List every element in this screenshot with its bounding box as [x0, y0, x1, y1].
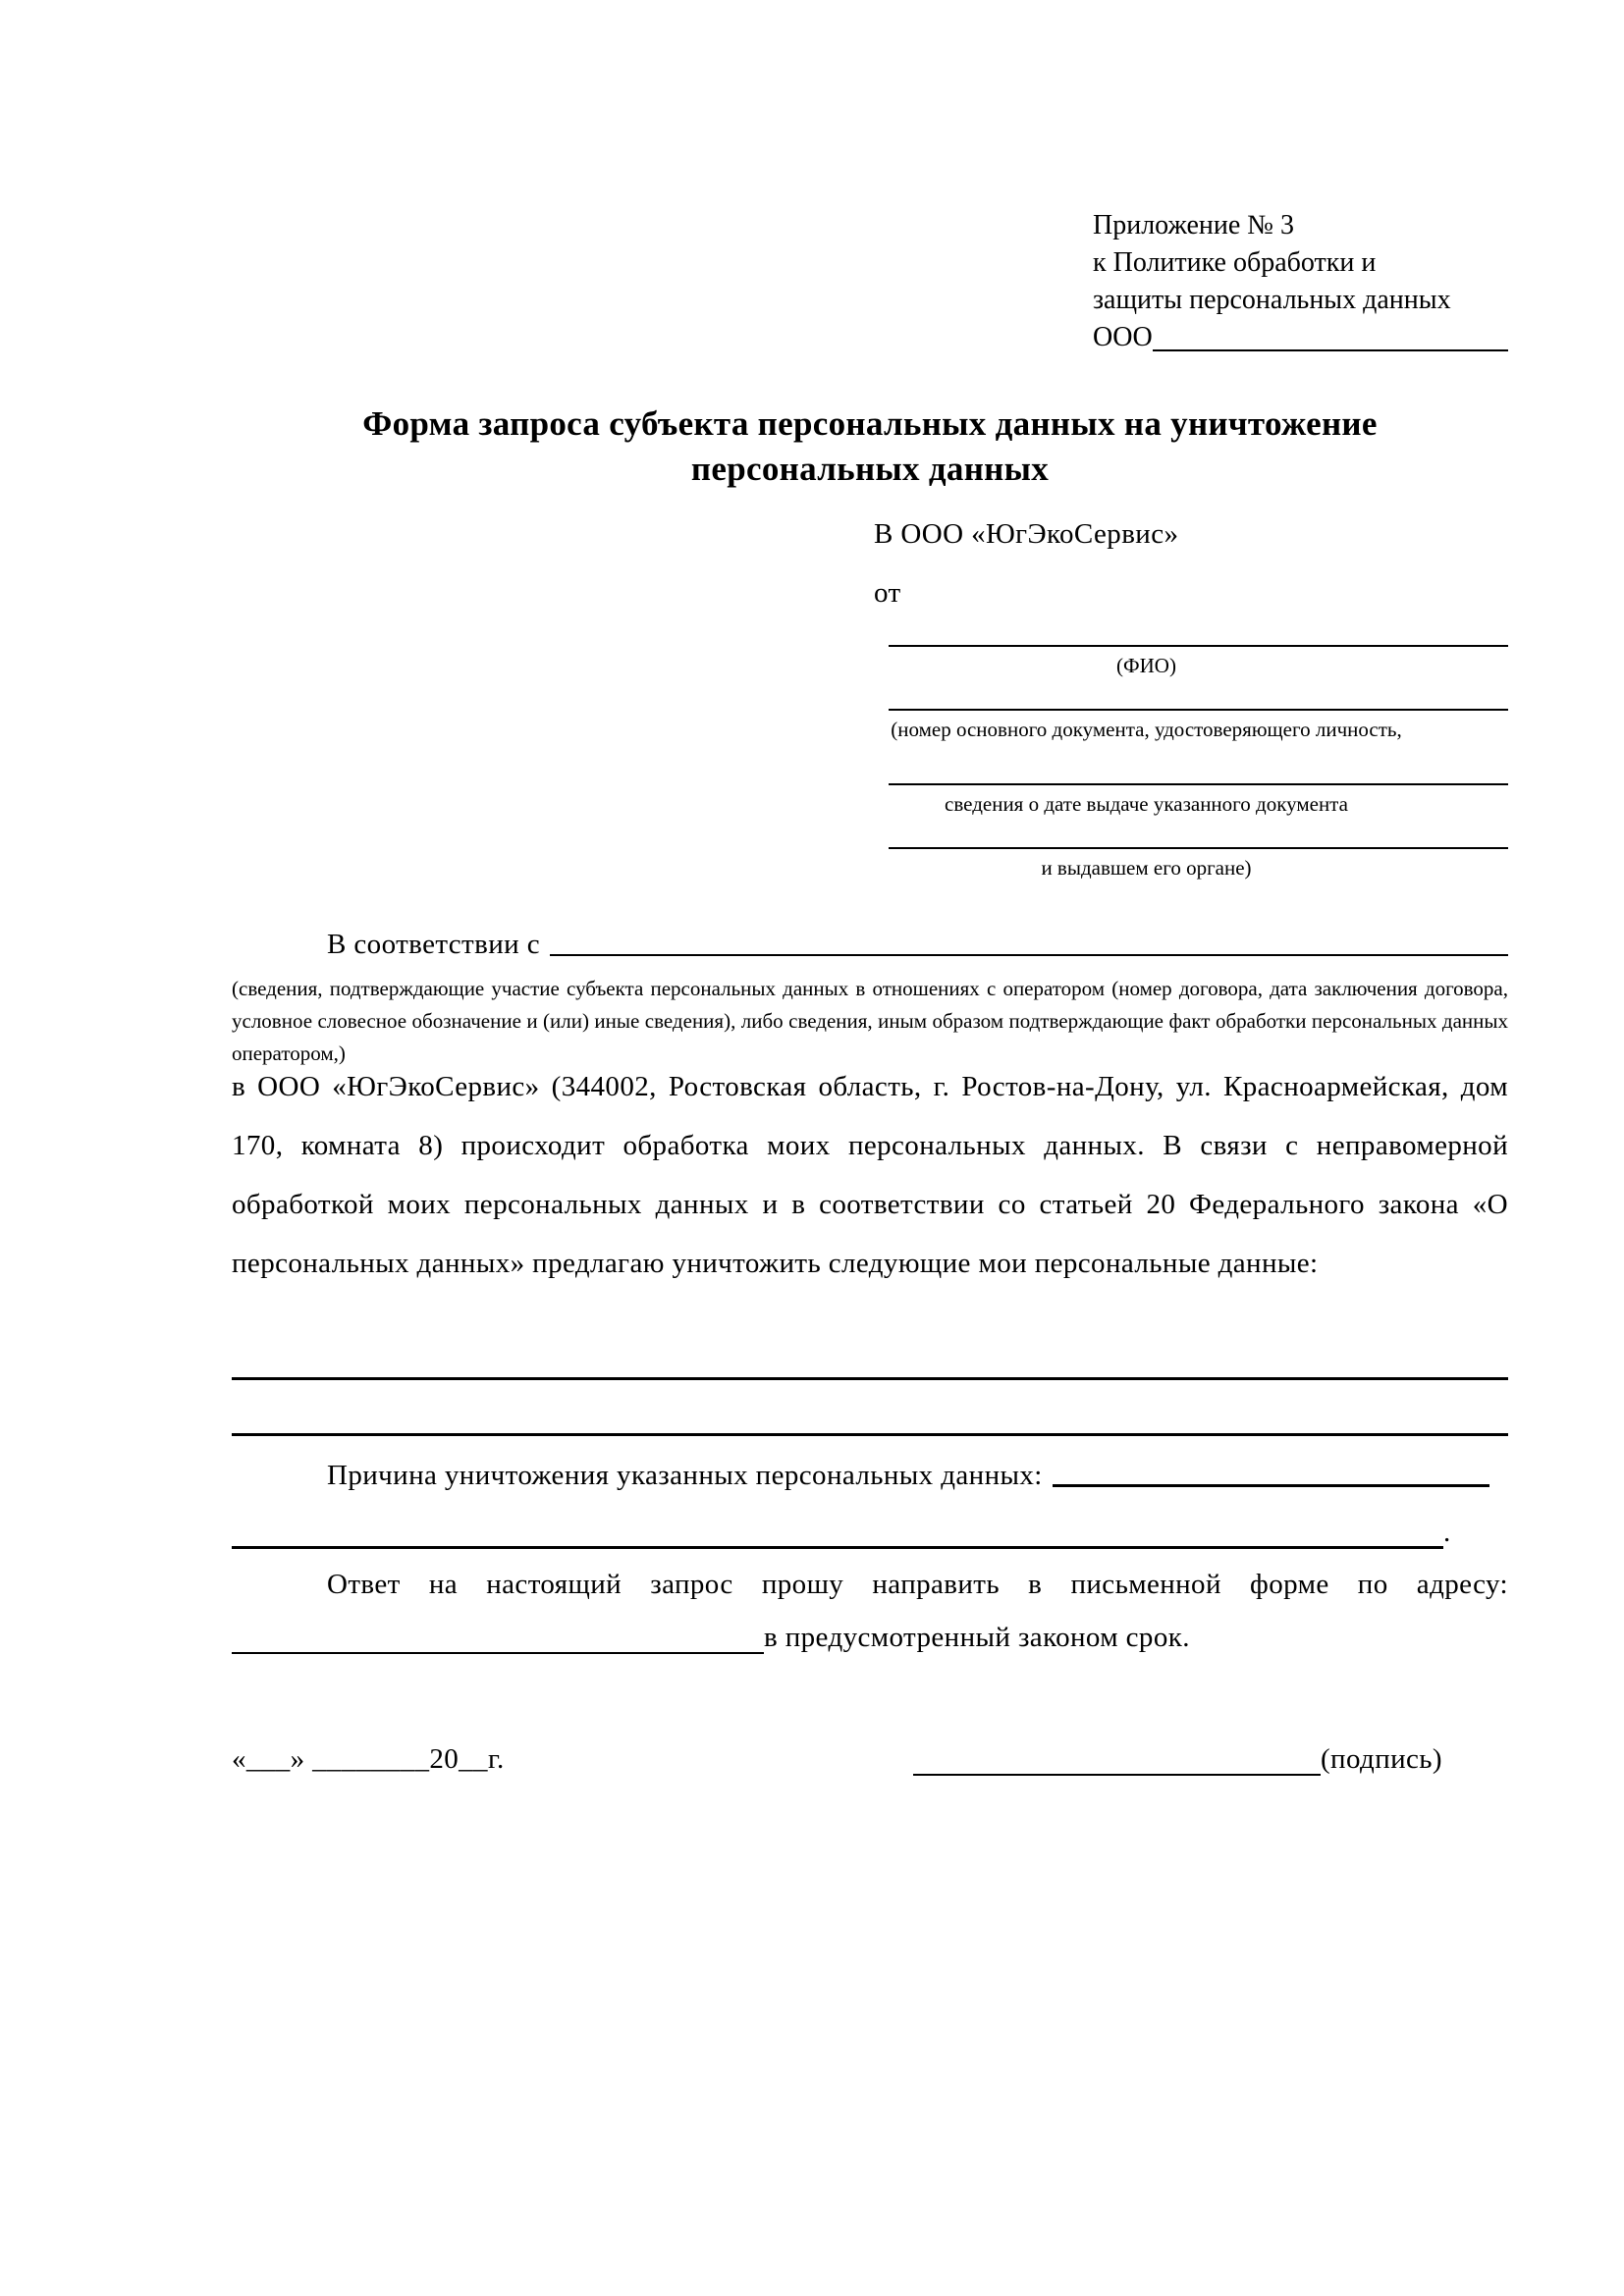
fio-caption: (ФИО) [1116, 654, 1176, 677]
appendix-policy-line1: к Политике обработки и [1093, 247, 1377, 278]
page-title-line1: Форма запроса субъекта персональных данных на уничтожение [362, 404, 1378, 443]
issuing-authority-blank-line [889, 847, 1508, 849]
page-title-line2: персональных данных [690, 450, 1050, 488]
reason-blank-line-2 [232, 1520, 1443, 1549]
accordance-note: (сведения, подтверждающие участие субъекта персональных данных в отношениях с оператором (номер договора, дата заключения договора, условное словесное обозначение и (или) иные сведения), либо сведения, иным образом подтверждающие факт обработки персональных данных оператором,) [232, 977, 1508, 1065]
reason-period: . [1443, 1517, 1451, 1548]
issue-date-caption: сведения о дате выдаче указанного документа [945, 792, 1348, 816]
issuing-authority-caption: и выдавшем его органе) [1041, 856, 1252, 880]
appendix-header [1093, 207, 1508, 356]
document-number-caption: (номер основного документа, удостоверяющего личность, [891, 718, 1402, 741]
answer-paragraph: Ответ на настоящий запрос прошу направить в письменной форме по адресу: [327, 1569, 1508, 1600]
main-paragraph: в ООО «ЮгЭкоСервис» (344002, Ростовская область, г. Ростов-на-Дону, ул. Красноармейская, дом 170, комната 8) происходит обработка моих персональных данных. В связи с неправомерной обработкой моих персональных данных и в соответствии со статьей 20 Федерального закона «О персональных данных» предлагаю уничтожить следующие мои персональные данные: [232, 1071, 1508, 1279]
reason-blank-line [1053, 1484, 1489, 1487]
reason-row [327, 1460, 1489, 1492]
document-number-blank-line [889, 709, 1508, 711]
address-blank-line [232, 1625, 764, 1654]
company-blank-row [1093, 319, 1508, 356]
answer-tail: в предусмотренный законом срок. [764, 1622, 1190, 1653]
data-blank-line-1 [232, 1377, 1508, 1380]
signature-row [913, 1743, 1442, 1776]
company-blank-line [1153, 349, 1508, 351]
accordance-row [327, 929, 1508, 961]
data-blank-line-2 [232, 1433, 1508, 1436]
appendix-number: Приложение № 3 [1093, 210, 1294, 240]
signature-caption: (подпись) [1321, 1743, 1442, 1775]
company-prefix: ООО [1093, 322, 1153, 352]
answer-continuation-row [232, 1622, 1508, 1654]
page-title [232, 401, 1508, 492]
signature-blank-line [913, 1744, 1321, 1776]
accordance-blank-line [550, 954, 1508, 956]
accordance-label: В соответствии с [327, 929, 540, 960]
date-blank: «___» ________20__г. [232, 1743, 505, 1775]
reason-continuation-row [232, 1517, 1508, 1549]
fio-blank-line [889, 645, 1508, 647]
addressee-from: от [874, 577, 901, 609]
appendix-policy-line2: защиты персональных данных [1093, 285, 1451, 315]
issue-date-blank-line [889, 783, 1508, 785]
reason-label: Причина уничтожения указанных персональных данных: [327, 1460, 1043, 1491]
addressee-to: В ООО «ЮгЭкоСервис» [874, 518, 1179, 550]
